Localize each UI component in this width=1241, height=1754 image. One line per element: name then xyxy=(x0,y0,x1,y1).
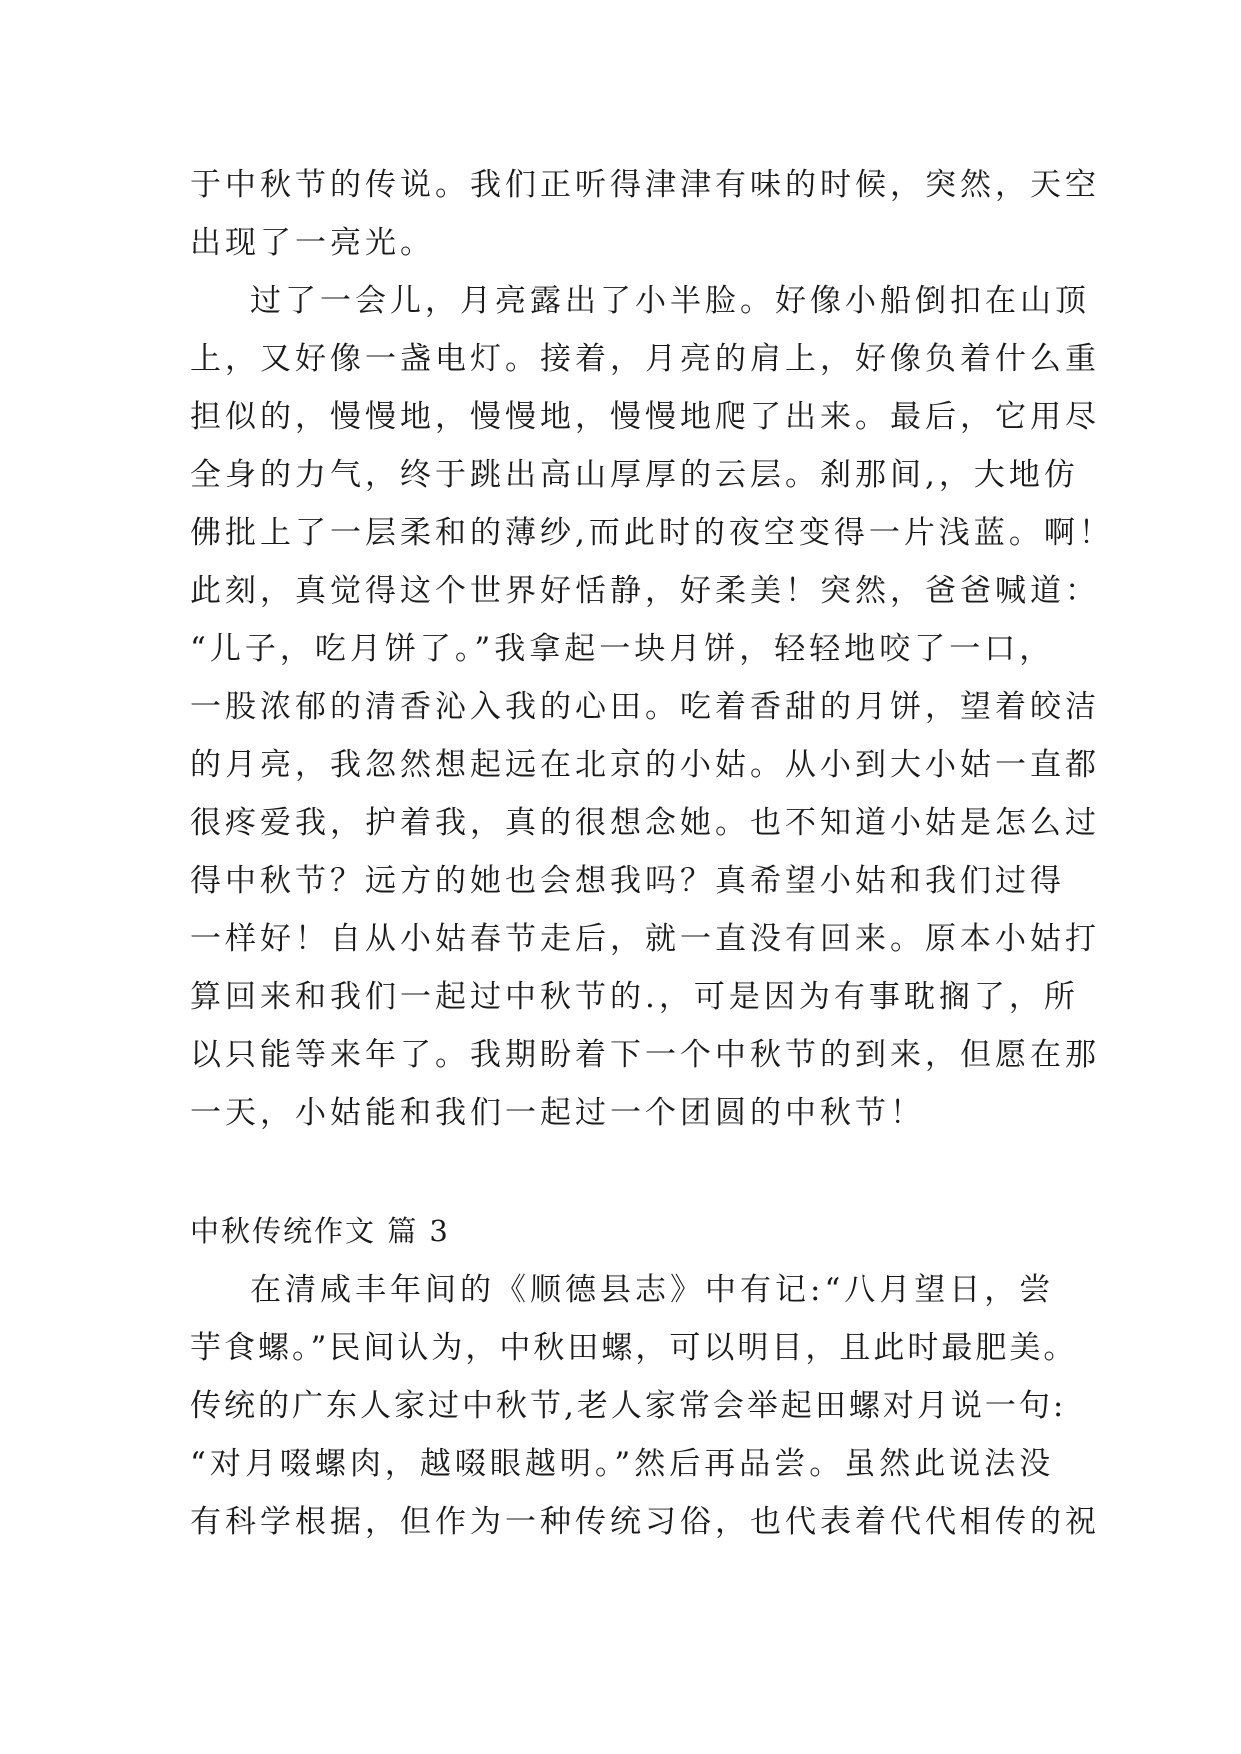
section-heading: 中秋传统作文 篇 3 xyxy=(190,1214,450,1248)
text-line: 于中秋节的传说。我们正听得津津有味的时候，突然，天空 xyxy=(190,167,1100,203)
text-line: 算回来和我们一起过中秋节的.，可是因为有事耽搁了，所 xyxy=(190,979,1079,1015)
text-line: 的月亮，我忽然想起远在北京的小姑。从小到大小姑一直都 xyxy=(190,747,1100,783)
text-line: 以只能等来年了。我期盼着下一个中秋节的到来，但愿在那 xyxy=(190,1037,1100,1073)
text-line: 担似的，慢慢地，慢慢地，慢慢地爬了出来。最后，它用尽 xyxy=(190,399,1100,435)
text-line: 一天，小姑能和我们一起过一个团圆的中秋节！ xyxy=(190,1095,925,1131)
text-line: 有科学根据，但作为一种传统习俗，也代表着代代相传的祝 xyxy=(190,1504,1100,1540)
text-line: 得中秋节？远方的她也会想我吗？真希望小姑和我们过得 xyxy=(190,863,1065,899)
text-line: 此刻，真觉得这个世界好恬静，好柔美！突然，爸爸喊道： xyxy=(190,573,1100,609)
text-line: 佛批上了一层柔和的薄纱,而此时的夜空变得一片浅蓝。啊！ xyxy=(190,515,1114,551)
text-line: 出现了一亮光。 xyxy=(190,225,435,261)
text-line: 过了一会儿，月亮露出了小半脸。好像小船倒扣在山顶 xyxy=(250,283,1090,319)
text-line: 上，又好像一盏电灯。接着，月亮的肩上，好像负着什么重 xyxy=(190,341,1100,377)
text-line: 很疼爱我，护着我，真的很想念她。也不知道小姑是怎么过 xyxy=(190,805,1100,841)
text-line: 一股浓郁的清香沁入我的心田。吃着香甜的月饼，望着皎洁 xyxy=(190,689,1100,725)
text-line: 传统的广东人家过中秋节,老人家常会举起田螺对月说一句: xyxy=(190,1388,1067,1424)
text-line: “儿子，吃月饼了。”我拿起一块月饼，轻轻地咬了一口， xyxy=(190,631,1055,667)
text-line: 芋食螺。”民间认为，中秋田螺，可以明目，且此时最肥美。 xyxy=(190,1330,1078,1366)
text-line: 一样好！自从小姑春节走后，就一直没有回来。原本小姑打 xyxy=(190,921,1100,957)
text-line: 在清咸丰年间的《顺德县志》中有记:“八月望日，尝 xyxy=(250,1272,1055,1308)
text-line: “对月啜螺肉，越啜眼越明。”然后再品尝。虽然此说法没 xyxy=(190,1446,1055,1482)
text-line: 全身的力气，终于跳出高山厚厚的云层。刹那间,，大地仿 xyxy=(190,457,1079,493)
